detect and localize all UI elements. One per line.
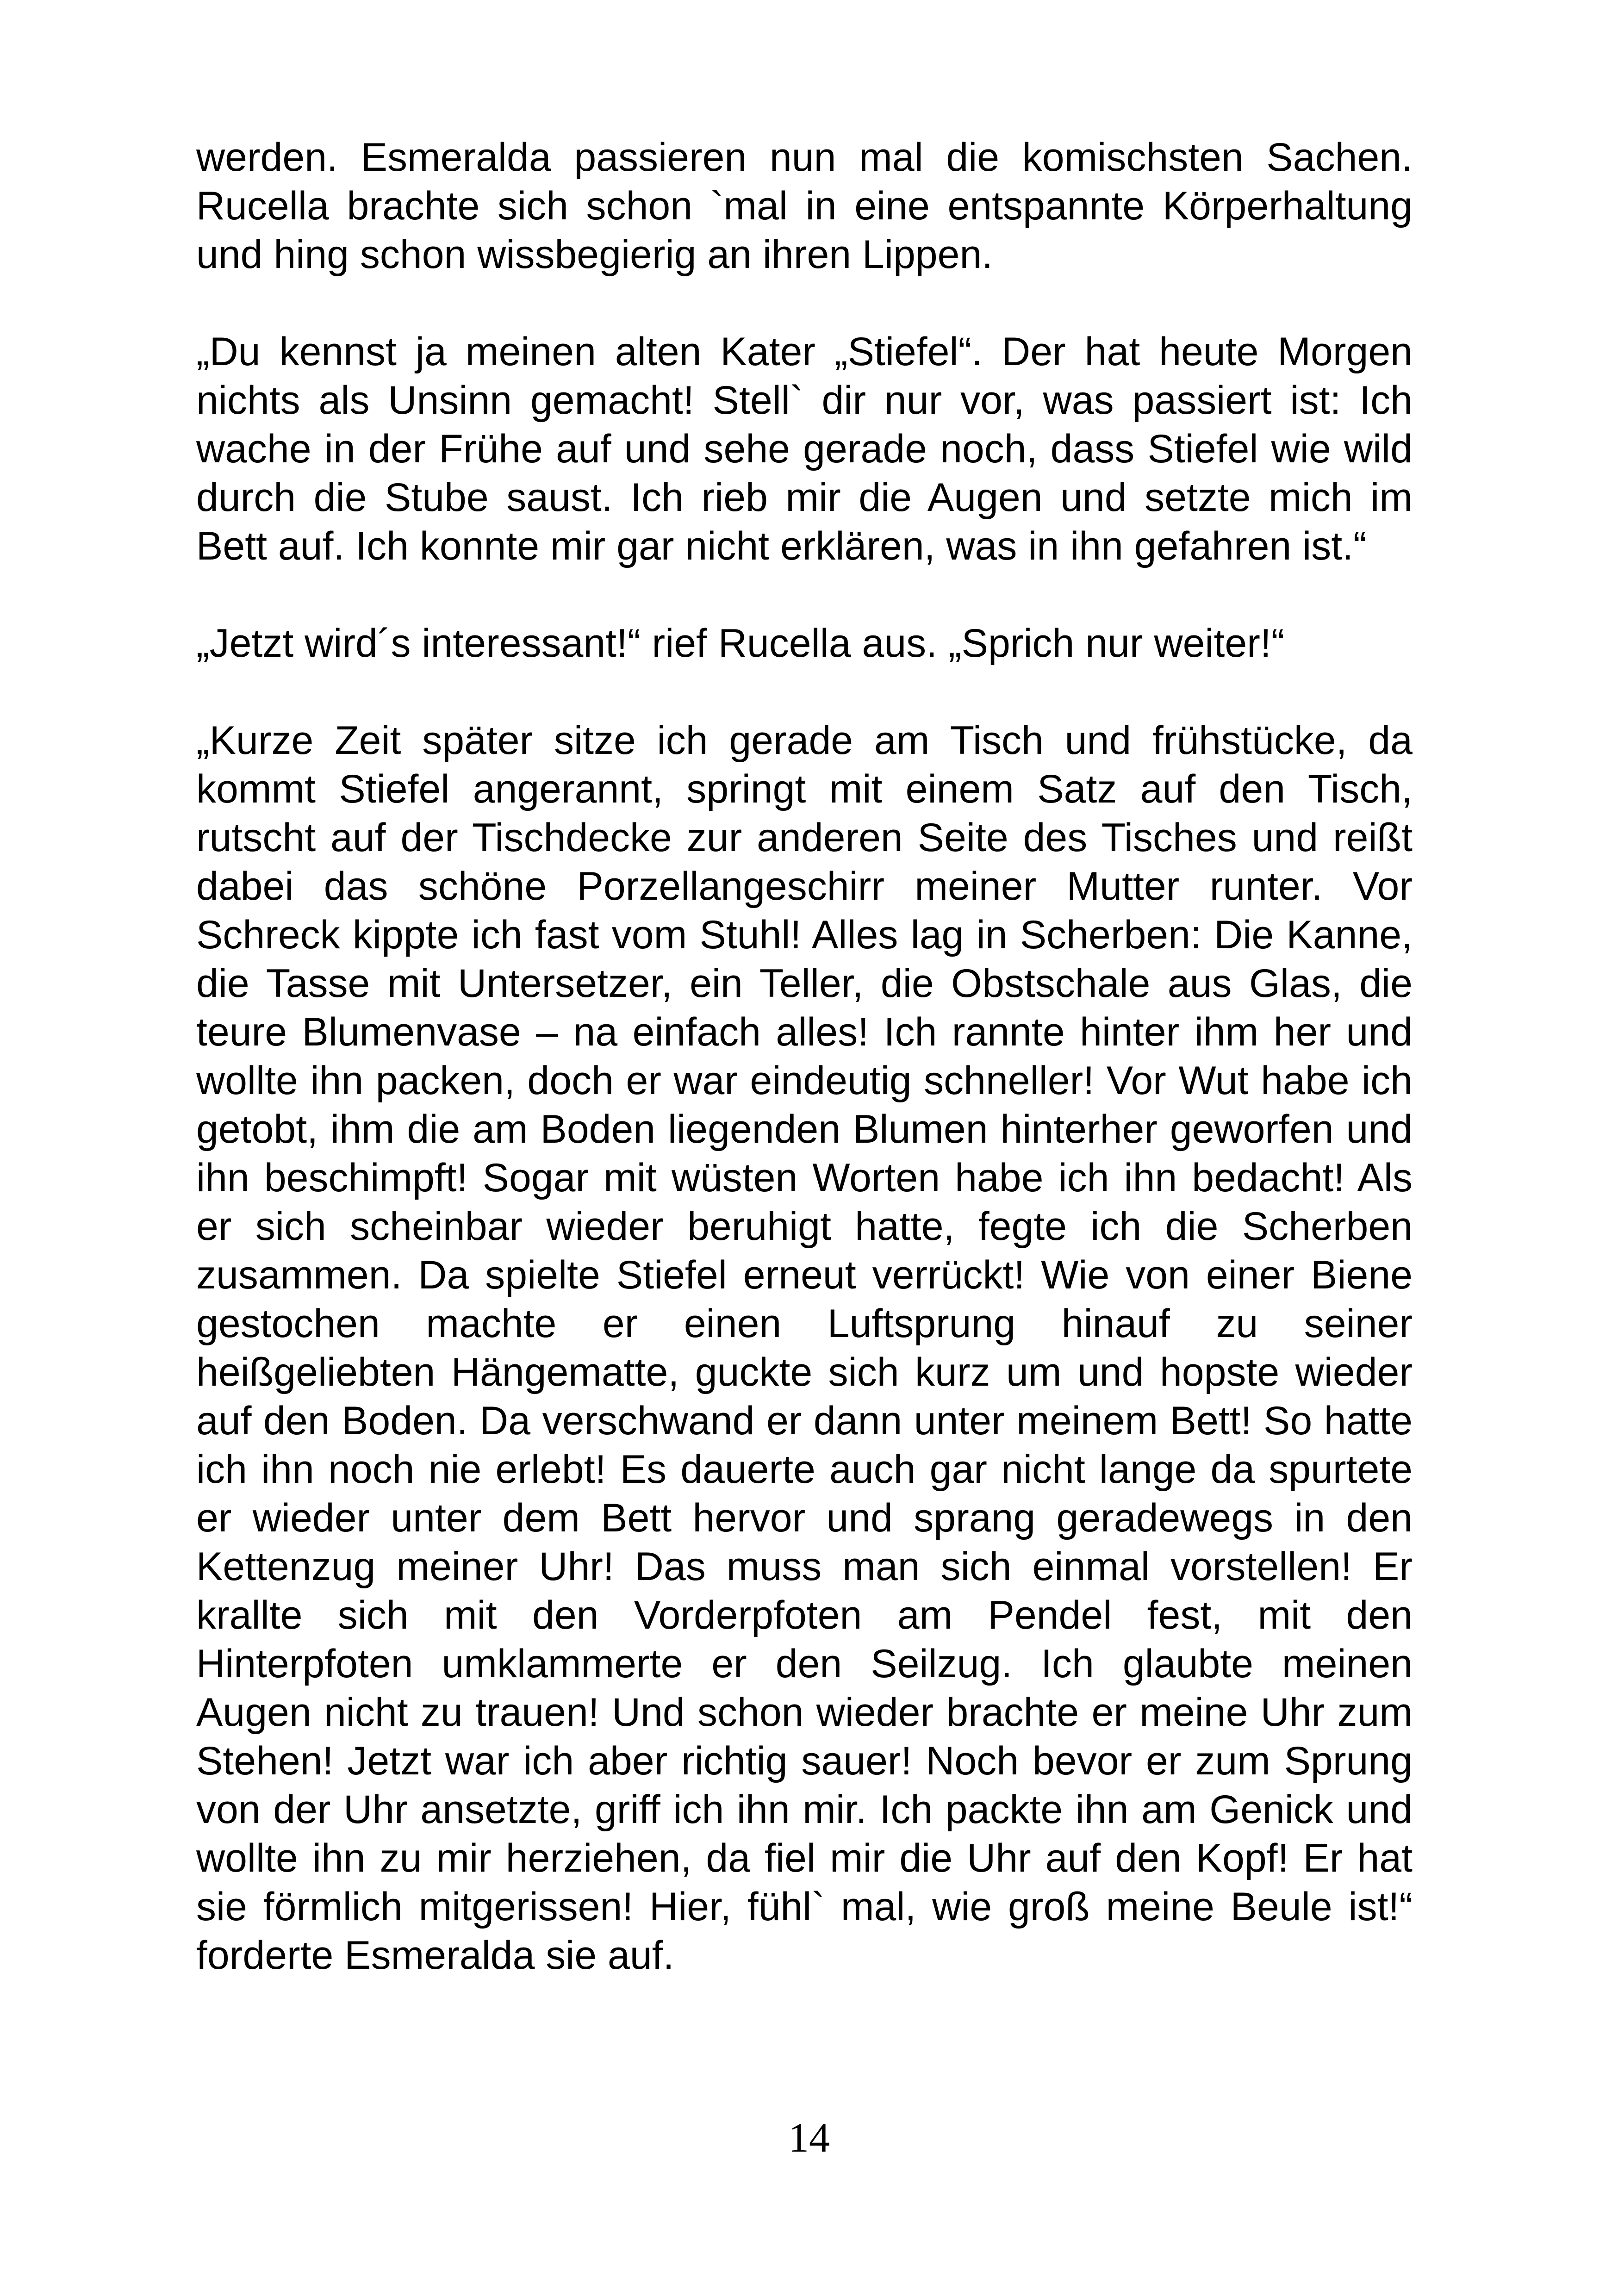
body-text: [196, 133, 1413, 1980]
paragraph-4: „Kurze Zeit später sitze ich gerade am Tisch und frühstücke, da kommt Stiefel angerannt, springt mit einem Satz auf den Tisch, rutscht auf der Tischdecke zur anderen Seite des Tisches und reißt dabei das schöne Porzellangeschirr meiner Mutter runter. Vor Schreck kippte ich fast vom Stuhl! Alles lag in Scherben: Die Kanne, die Tasse mit Untersetzer, ein Teller, die Obstschale aus Glas, die teure Blumenvase – na einfach alles! Ich rannte hinter ihm her und wollte ihn packen, doch er war eindeutig schneller! Vor Wut habe ich getobt, ihm die am Boden liegenden Blumen hinterher geworfen und ihn beschimpft! Sogar mit wüsten Worten habe ich ihn bedacht! Als er sich scheinbar wieder beruhigt hatte, fegte ich die Scherben zusammen. Da spielte Stiefel erneut verrückt! Wie von einer Biene gestochen machte er einen Luftsprung hinauf zu seiner heißgeliebten Hängematte, guckte sich kurz um und hopste wieder auf den Boden. Da verschwand er dann unter meinem Bett! So hatte ich ihn noch nie erlebt! Es dauerte auch gar nicht lange da spurtete er wieder unter dem Bett hervor und sprang geradewegs in den Kettenzug meiner Uhr! Das muss man sich einmal vorstellen! Er krallte sich mit den Vorderpfoten am Pendel fest, mit den Hinterpfoten umklammerte er den Seilzug. Ich glaubte meinen Augen nicht zu trauen! Und schon wieder brachte er meine Uhr zum Stehen! Jetzt war ich aber richtig sauer! Noch bevor er zum Sprung von der Uhr ansetzte, griff ich ihn mir. Ich packte ihn am Genick und wollte ihn zu mir herziehen, da fiel mir die Uhr auf den Kopf! Er hat sie förmlich mitgerissen! Hier, fühl` mal, wie groß meine Beule ist!“ forderte Esmeralda sie auf.: [196, 718, 1413, 1978]
page-number: 14: [788, 2115, 830, 2161]
paragraph-1: werden. Esmeralda passieren nun mal die komischsten Sachen. Rucella brachte sich schon `mal in eine entspannte Körperhaltung und hing schon wissbegierig an ihren Lippen.: [196, 135, 1413, 277]
paragraph-3: „Jetzt wird´s interessant!“ rief Rucella aus. „Sprich nur weiter!“: [196, 621, 1285, 666]
paragraph-2: „Du kennst ja meinen alten Kater „Stiefel“. Der hat heute Morgen nichts als Unsinn gemacht! Stell` dir nur vor, was passiert ist: Ich wache in der Frühe auf und sehe gerade noch, dass Stiefel wie wild durch die Stube saust. Ich rieb mir die Augen und setzte mich im Bett auf. Ich konnte mir gar nicht erklären, was in ihn gefahren ist.“: [196, 330, 1413, 568]
